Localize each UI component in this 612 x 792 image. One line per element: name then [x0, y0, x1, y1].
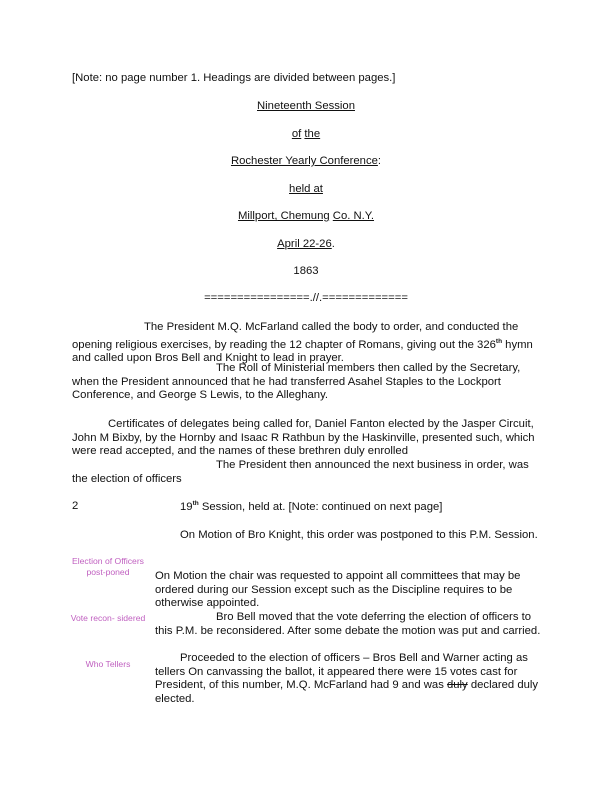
paragraph-election: Proceeded to the election of officers – Bros Bell and Warner acting as tellers On canvassing the ballot, it appeared there were 15 votes cast for President, of this number, M.Q. McFarland had 9 and was duly declared duly elected.	[155, 652, 539, 705]
page-number: 2	[72, 500, 79, 512]
heading-line-3: Rochester Yearly Conference:	[230, 155, 382, 167]
heading-line-1	[0, 100, 612, 112]
margin-note-tellers: Who Tellers	[85, 659, 131, 669]
paragraph-motion-reconsider: Bro Bell moved that the vote deferring the election of officers to this P.M. be reconsidered. After some debate the motion was put and carried.	[155, 611, 541, 637]
margin-note-postponed: Election of Officers post-poned	[72, 556, 144, 577]
paragraph-motion-committees: On Motion the chair was requested to appoint all committees that may be ordered during our Session except such as the Discipline requires to be otherwise appointed.	[155, 570, 521, 610]
heading-year: 1863	[293, 265, 319, 277]
heading-line-2: of the	[291, 128, 321, 140]
heading-line-4: held at	[289, 183, 323, 195]
editor-note: [Note: no page number 1. Headings are divided between pages.]	[72, 72, 396, 84]
paragraph-motion-postpone: On Motion of Bro Knight, this order was postponed to this P.M. Session.	[180, 529, 538, 541]
paragraph-next-business: The President then announced the next business in order, was the election of officers	[72, 459, 529, 485]
heading-divider: ================.//.=============	[204, 292, 408, 304]
page-header: 19th Session, held at. [Note: continued on next page]	[180, 500, 443, 513]
heading-location: Millport, Chemung Co. N.Y.	[237, 210, 375, 222]
heading-dates: April 22-26.	[277, 238, 335, 250]
paragraph-certificates: Certificates of delegates being called for, Daniel Fanton elected by the Jasper Circuit, John M Bixby, by the Hornby and Isaac R Rathbun by the Haskinville, presented such, which were read accepted, and the names of these brethren duly enrolled	[72, 418, 535, 458]
session-title: Nineteenth Session	[257, 100, 355, 112]
margin-note-reconsidered: Vote recon- sidered	[70, 613, 146, 623]
paragraph-opening: The President M.Q. McFarland called the body to order, and conducted the opening religious exercises, by reading the 12 chapter of Romans, giving out the 326th hymn and called upon Bros Bell and Knight to lead in prayer.	[72, 321, 533, 364]
paragraph-roll: The Roll of Ministerial members then called by the Secretary, when the President announced that he had transferred Asahel Staples to the Lockport Conference, and George S Lewis, to the Alleghany.	[72, 362, 521, 402]
